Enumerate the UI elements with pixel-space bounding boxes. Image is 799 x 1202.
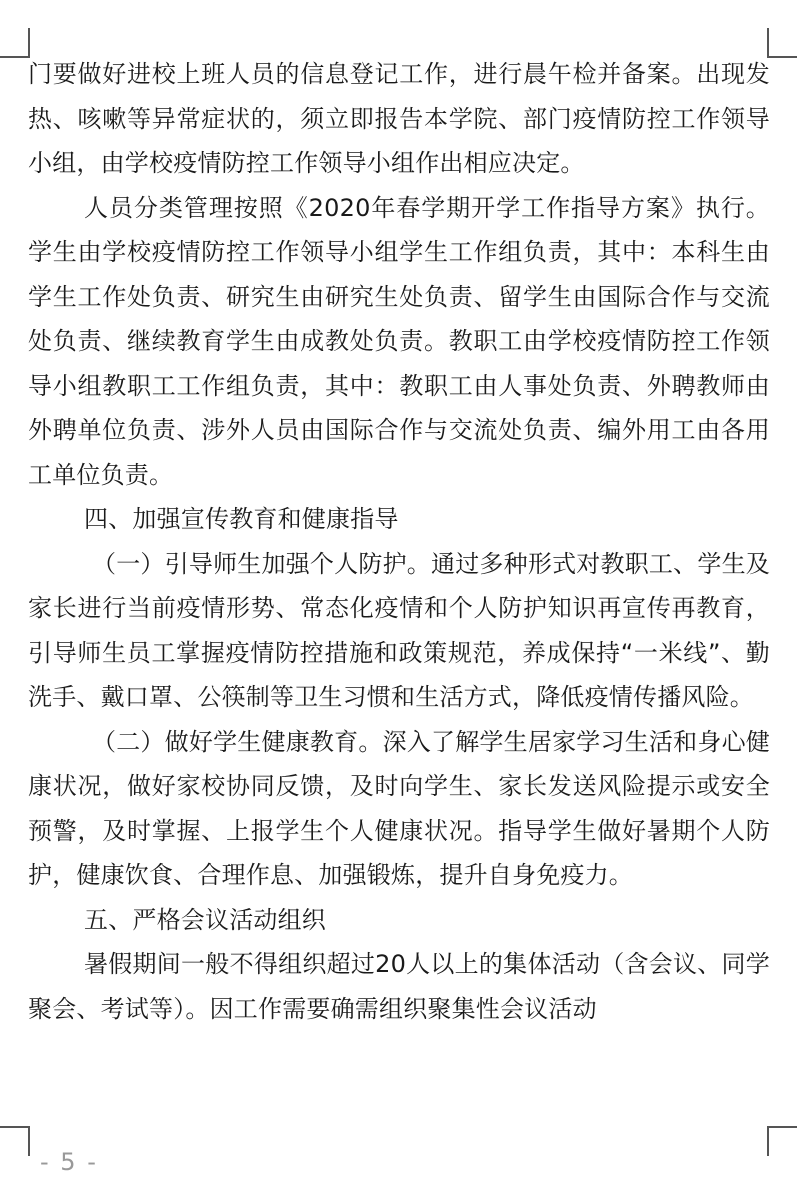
crop-mark-bottom-left [0, 1126, 30, 1156]
crop-mark-bottom-right [767, 1126, 797, 1156]
paragraph-personnel-management: 人员分类管理按照《2020年春学期开学工作指导方案》执行。学生由学校疫情防控工作领导小组学生工作组负责，其中：本科生由学生工作处负责、研究生由研究生处负责、留学生由国际合作与交流处负责、继续教育学生由成教处负责。教职工由学校疫情防控工作领导小组教职工工作组负责，其中：教职工由人事处负责、外聘教师由外聘单位负责、涉外人员由国际合作与交流处负责、编外用工由各用工单位负责。 [28, 193, 770, 489]
paragraph-continued: 门要做好进校上班人员的信息登记工作，进行晨午检并备案。出现发热、咳嗽等异常症状的，须立即报告本学院、部门疫情防控工作领导小组，由学校疫情防控工作领导小组作出相应决定。 [28, 60, 770, 177]
page-number: - 5 - [40, 1148, 98, 1176]
paragraph-personal-protection: （一）引导师生加强个人防护。通过多种形式对教职工、学生及家长进行当前疫情形势、常态化疫情和个人防护知识再宣传再教育，引导师生员工掌握疫情防控措施和政策规范，养成保持“一米线”、勤洗手、戴口罩、公筷制等卫生习惯和生活方式，降低疫情传播风险。 [28, 549, 770, 711]
section-heading-5: 五、严格会议活动组织 [84, 905, 326, 934]
crop-mark-top-right [767, 28, 797, 58]
paragraph-health-education: （二）做好学生健康教育。深入了解学生居家学习生活和身心健康状况，做好家校协同反馈，及时向学生、家长发送风险提示或安全预警，及时掌握、上报学生个人健康状况。指导学生做好暑期个人防护，健康饮食、合理作息、加强锻炼，提升自身免疫力。 [28, 727, 770, 889]
section-heading-4: 四、加强宣传教育和健康指导 [84, 505, 399, 533]
crop-mark-top-left [0, 28, 30, 58]
document-body [28, 52, 770, 1031]
paragraph-meeting-activities: 暑假期间一般不得组织超过20人以上的集体活动（含会议、同学聚会、考试等）。因工作需要确需组织聚集性会议活动 [28, 950, 770, 1023]
